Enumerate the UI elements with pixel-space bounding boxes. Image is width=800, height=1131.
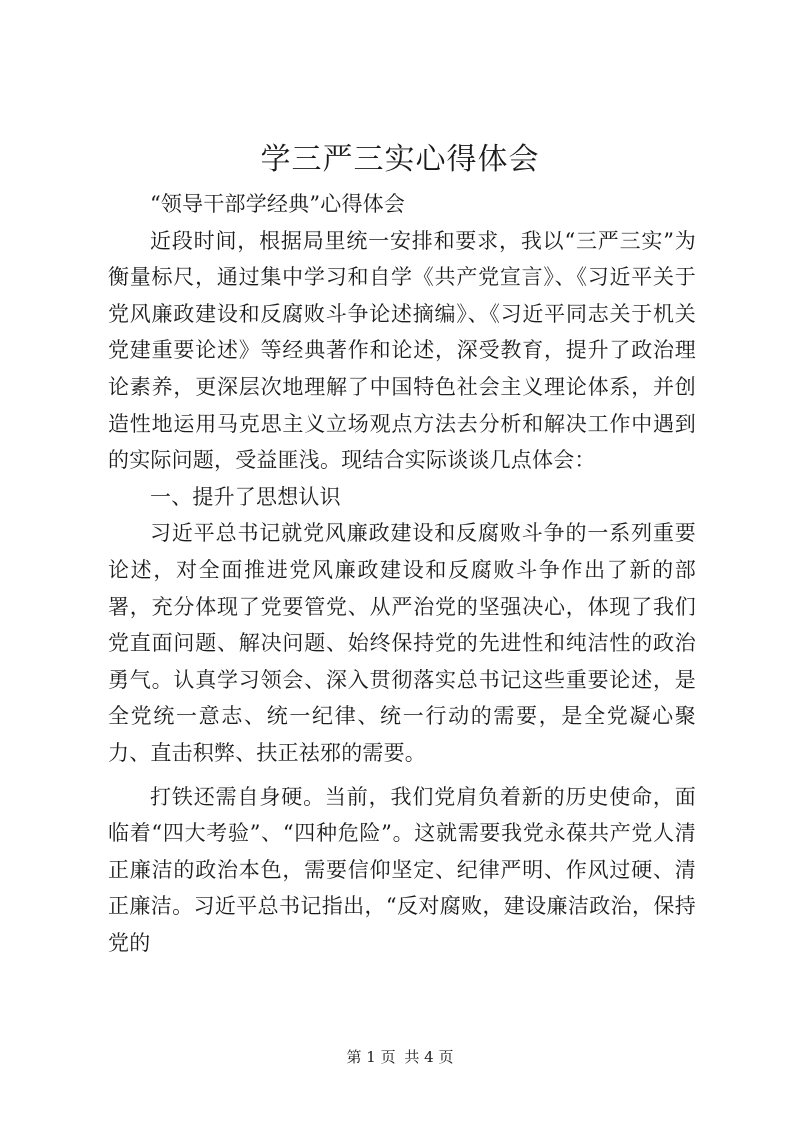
section-heading: 一、提升了思想认识 <box>150 484 341 509</box>
intro-paragraph: 近段时间，根据局里统一安排和要求，我以“三严三实”为衡量标尺，通过集中学习和自学《共产党宣言》、《习近平关于党风廉政建设和反腐败斗争论述摘编》、《习近平同志关于机关党建重要论述》等经典著作和论述，深受教育，提升了政治理论素养，更深层次地理解了中国特色社会主义理论体系，并创造性地运用马克思主义立场观点方法去分析和解决工作中遇到的实际问题，受益匪浅。现结合实际谈谈几点体会： <box>108 228 696 473</box>
page-number: 第 1 页 <box>346 1048 396 1066</box>
page-total: 共 4 页 <box>404 1048 454 1066</box>
document-body <box>108 186 696 961</box>
body-paragraph: 打铁还需自身硬。当前，我们党肩负着新的历史使命，面临着“四大考验”、“四种危险”。这就需要我党永葆共产党人清正廉洁的政治本色，需要信仰坚定、纪律严明、作风过硬、清正廉洁。习近平总书记指出，“反对腐败，建设廉洁政治，保持党的 <box>108 784 696 955</box>
document-title: 学三严三实心得体会 <box>260 142 540 177</box>
body-paragraph: 习近平总书记就党风廉政建设和反腐败斗争的一系列重要论述，对全面推进党风廉政建设和反腐败斗争作出了新的部署，充分体现了党要管党、从严治党的坚强决心，体现了我们党直面问题、解决问题、始终保持党的先进性和纯洁性的政治勇气。认真学习领会、深入贯彻落实总书记这些重要论述，是全党统一意志、统一纪律、统一行动的需要，是全党凝心聚力、直击积弊、扶正祛邪的需要。 <box>108 521 696 765</box>
page-footer <box>0 1047 800 1067</box>
subtitle-paragraph: “领导干部学经典”心得体会 <box>150 192 406 216</box>
